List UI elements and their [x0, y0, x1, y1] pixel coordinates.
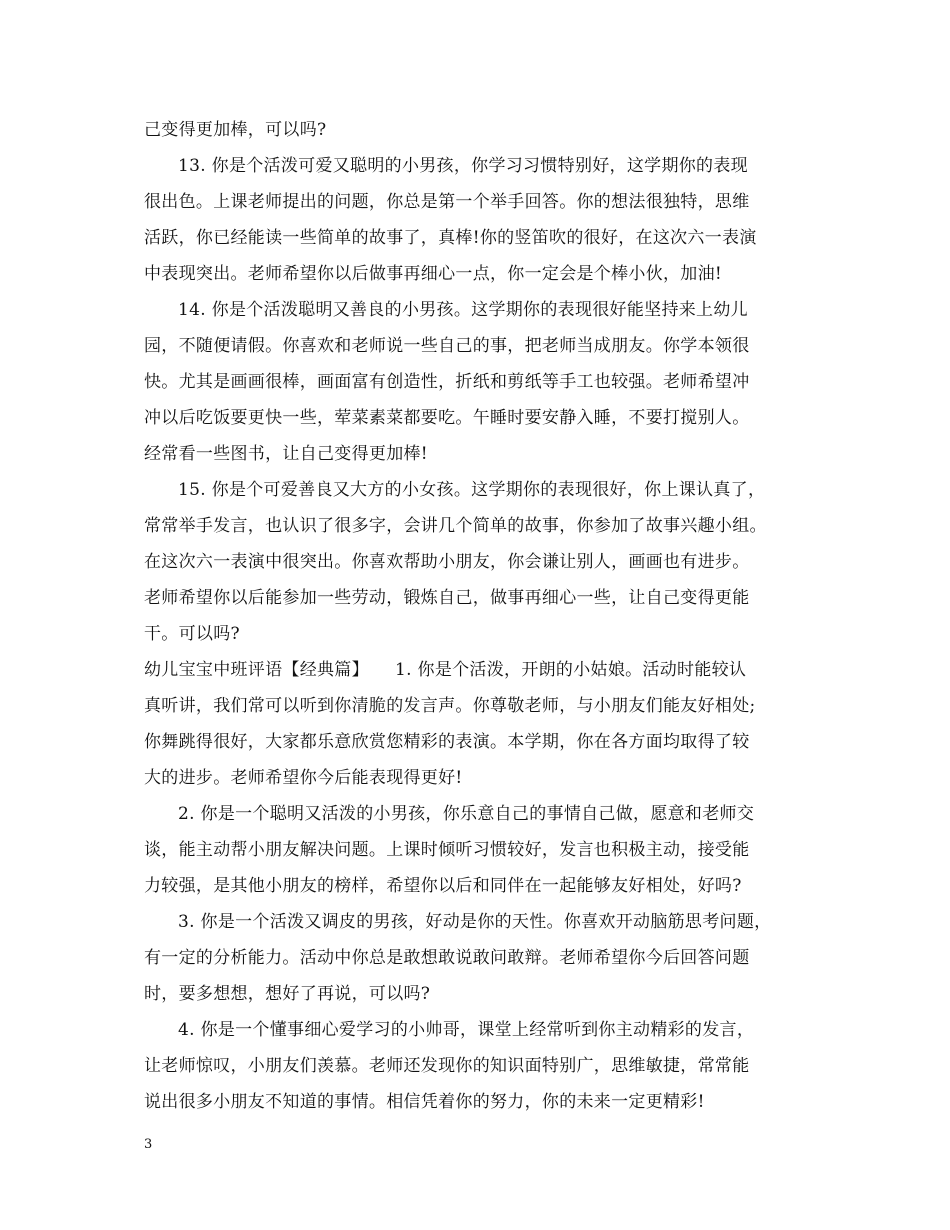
text-line: 真听讲，我们常可以听到你清脆的发言声。你尊敬老师，与小朋友们能友好相处;: [144, 696, 756, 716]
text-line: 大的进步。老师希望你今后能表现得更好!: [144, 768, 463, 788]
text-line: 快。尤其是画画很棒，画面富有创造性，折纸和剪纸等手工也较强。老师希望冲: [144, 372, 750, 392]
paragraph-comment-3: [144, 904, 816, 1012]
paragraph-comment-4: [144, 1012, 816, 1120]
text-line: 干。可以吗?: [144, 624, 240, 644]
paragraph-section-heading-comment-1: [144, 652, 816, 796]
text-line: 2. 你是一个聪明又活泼的小男孩，你乐意自己的事情自己做，愿意和老师交: [178, 804, 755, 824]
paragraph-comment-13: [144, 148, 816, 292]
text-line: 时，要多想想，想好了再说，可以吗?: [144, 984, 431, 1004]
text-line: 在这次六一表演中很突出。你喜欢帮助小朋友，你会谦让别人，画画也有进步。: [144, 552, 750, 572]
text-line: 园，不随便请假。你喜欢和老师说一些自己的事，把老师当成朋友。你学本领很: [144, 336, 750, 356]
text-line: 谈，能主动帮小朋友解决问题。上课时倾听习惯较好，发言也积极主动，接受能: [144, 840, 750, 860]
text-line: 有一定的分析能力。活动中你总是敢想敢说敢问敢辩。老师希望你今后回答问题: [144, 948, 750, 968]
text-line: 幼儿宝宝中班评语【经典篇】 1. 你是个活泼，开朗的小姑娘。活动时能较认: [144, 660, 747, 680]
text-line: 14. 你是个活泼聪明又善良的小男孩。这学期你的表现很好能坚持来上幼儿: [178, 300, 748, 320]
paragraph-comment-2: [144, 796, 816, 904]
document-body: [144, 112, 816, 1120]
text-line: 老师希望你以后能参加一些劳动，锻炼自己，做事再细心一些，让自己变得更能: [144, 588, 750, 608]
text-line: 中表现突出。老师希望你以后做事再细心一点，你一定会是个棒小伙，加油!: [144, 264, 723, 284]
text-line: 很出色。上课老师提出的问题，你总是第一个举手回答。你的想法很独特，思维: [144, 192, 750, 212]
paragraph-comment-14: [144, 292, 816, 472]
text-line: 冲以后吃饭要更快一些，荤菜素菜都要吃。午睡时要安静入睡，不要打搅别人。: [144, 408, 750, 428]
paragraph-continuation: [144, 112, 816, 148]
text-line: 力较强，是其他小朋友的榜样，希望你以后和同伴在一起能够友好相处，好吗?: [144, 876, 742, 896]
page-number: 3: [144, 1137, 153, 1152]
text-line: 让老师惊叹，小朋友们羡慕。老师还发现你的知识面特别广，思维敏捷，常常能: [144, 1056, 750, 1076]
paragraph-comment-15: [144, 472, 816, 652]
text-line: 说出很多小朋友不知道的事情。相信凭着你的努力，你的未来一定更精彩!: [144, 1092, 705, 1112]
text-line: 13. 你是个活泼可爱又聪明的小男孩，你学习习惯特别好，这学期你的表现: [178, 156, 748, 176]
text-line: 常常举手发言，也认识了很多字，会讲几个简单的故事，你参加了故事兴趣小组。: [144, 516, 767, 536]
text-line: 4. 你是一个懂事细心爱学习的小帅哥，课堂上经常听到你主动精彩的发言，: [178, 1020, 755, 1040]
text-line: 己变得更加棒，可以吗?: [144, 120, 327, 140]
text-line: 3. 你是一个活泼又调皮的男孩，好动是你的天性。你喜欢开动脑筋思考问题，: [178, 912, 772, 932]
text-line: 15. 你是个可爱善良又大方的小女孩。这学期你的表现很好，你上课认真了，: [178, 480, 766, 500]
text-line: 活跃，你已经能读一些简单的故事了，真棒!你的竖笛吹的很好，在这次六一表演: [144, 228, 757, 248]
text-line: 经常看一些图书，让自己变得更加棒!: [144, 444, 428, 464]
text-line: 你舞跳得很好，大家都乐意欣赏您精彩的表演。本学期，你在各方面均取得了较: [144, 732, 750, 752]
